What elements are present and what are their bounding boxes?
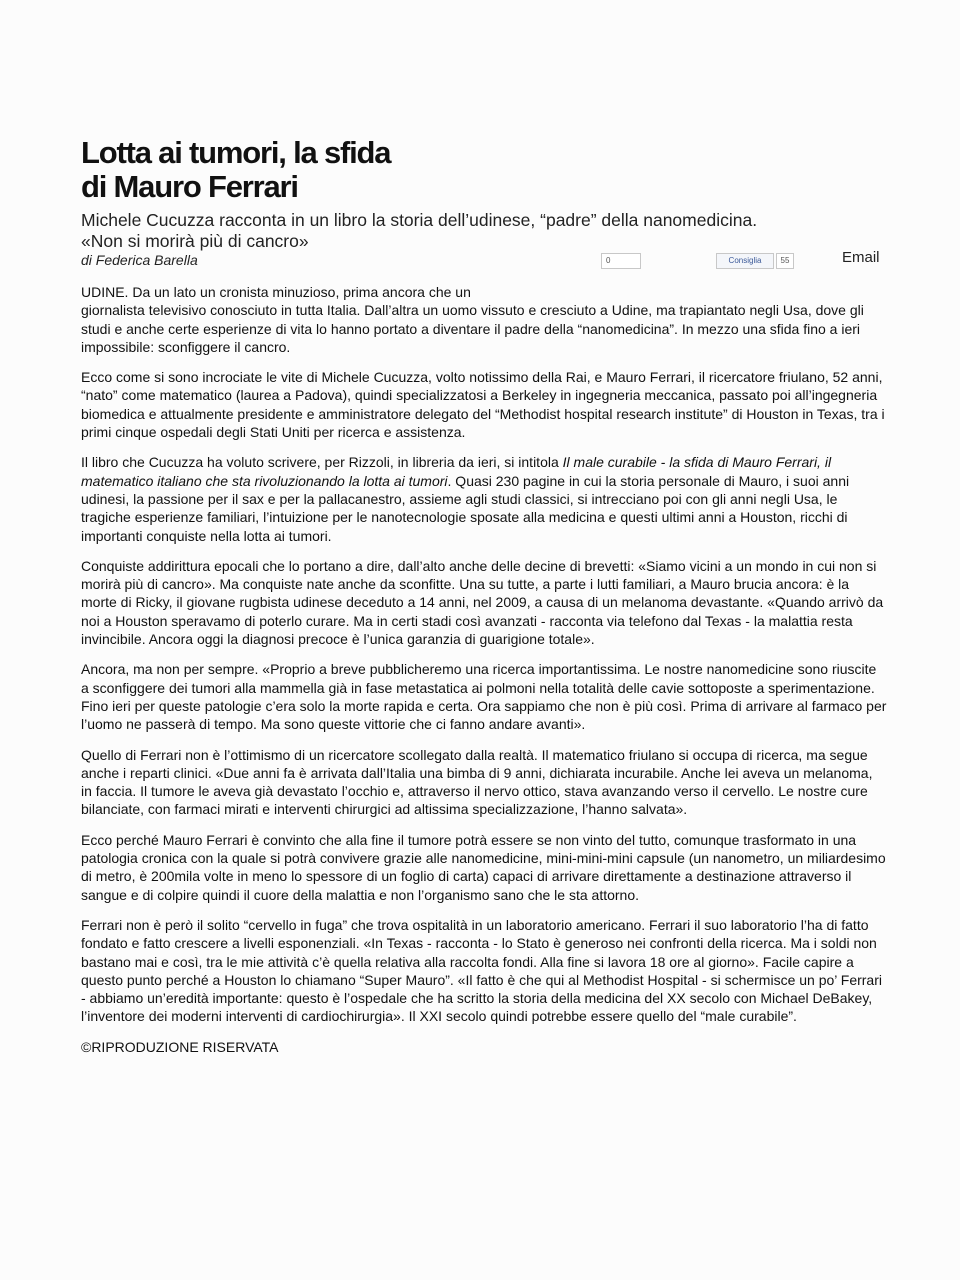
copyright-notice: ©RIPRODUZIONE RISERVATA [81, 1038, 279, 1055]
article-title-line-2: di Mauro Ferrari [81, 169, 298, 204]
body-paragraph-2: Ecco come si sono incrociate le vite di Michele Cucuzza, volto notissimo della Rai, e Mauro Ferrari, il ricercatore friulano, 52 anni, “nato” come matematico (laurea a Padova), quindi specializzatosi a Berkeley in ingegneria meccanica, passato poi all’ingegneria biomedica e attualmente presidente e amministratore delegato del “Methodist hospital research institute” di Houston in Texas, tra i primi cinque ospedali degli Stati Uniti per ricerca e assistenza. [81, 369, 885, 441]
share-count-box[interactable]: 0 [601, 253, 641, 269]
body-paragraph-3-after: . Quasi 230 pagine in cui la storia personale di Mauro, i suoi anni udinesi, la passione per il sax e per la pallacanestro, assieme agli studi classici, si intrecciano poi con gli anni negli Usa, le tragiche esperienze familiari, l’intuizione per le nanotecnologie sposate alla medicina e questi ultimi anni a Houston, ricchi di importanti conquiste nella lotta ai tumori. [81, 472, 850, 544]
article-subtitle-line-1: Michele Cucuzza racconta in un libro la storia dell’udinese, “padre” della nanomedicina. [81, 210, 758, 230]
article-title-line-1: Lotta ai tumori, la sfida [81, 135, 391, 170]
body-paragraph-1-rest: giornalista televisivo conosciuto in tutta Italia. Dall’altra un uomo vissuto e cresciuto a Udine, ma trapiantato negli Usa, dove gli studi e anche certe esperienze di vita lo hanno portato a diventare il padre della “nanomedicina”. In mezzo una sfida fino a ieri impossibile: sconfiggere il cancro. [81, 302, 864, 355]
author-byline: di Federica Barella [81, 252, 198, 268]
body-paragraph-3-before: Il libro che Cucuzza ha voluto scrivere, per Rizzoli, in libreria da ieri, si intitola [81, 454, 563, 471]
body-paragraph-7: Ecco perché Mauro Ferrari è convinto che alla fine il tumore potrà essere se non vinto del tutto, comunque trasformato in una patologia cronica con la quale si potrà convivere grazie alle nanomedicine, mini-mini-mini capsule (un nanometro, un miliardesimo di metro, è 200mila volte in meno lo spessore di un foglio di carta) capaci di arrivare direttamente a destinazione attraverso il sangue e di colpire quindi il cuore della malattia e non l’organismo sano che le sta attorno. [81, 831, 886, 903]
body-paragraph-3 [81, 453, 887, 544]
article-subtitle-line-2: «Non si morirà più di cancro» [81, 231, 309, 251]
book-title: Il male curabile - la sfida di Mauro Ferrari, il matematico italiano che sta rivoluzionando la lotta ai tumori [81, 454, 832, 489]
body-paragraph-6: Quello di Ferrari non è l’ottimismo di un ricercatore scollegato dalla realtà. Il matematico friulano si occupa di ricerca, ma segue anche i reparti clinici. «Due anni fa è arrivata dall’Italia una bimba di 9 anni, dichiarata incurabile. Anche lei aveva un melanoma, in faccia. Il tumore le aveva già devastato l’occhio e, attraverso il nervo ottico, stava avanzando verso il cervello. Le nostre cure bilanciate, con farmaci mirati e interventi chirurgici ad altissima specializzazione, l’hanno salvata». [81, 746, 873, 818]
article-body [81, 283, 887, 1056]
body-paragraph-1-first-line: UDINE. Da un lato un cronista minuzioso, prima ancora che un [81, 284, 471, 300]
article [81, 136, 887, 1056]
email-link[interactable]: Email [842, 249, 880, 266]
body-paragraph-8: Ferrari non è però il solito “cervello in fuga” che trova ospitalità in un laboratorio americano. Ferrari il suo laboratorio l’ha di fatto fondato e fatto crescere a livelli esponenziali. «In Texas - racconta - lo Stato è generoso nei confronti della ricerca. Ma i soldi non bastano mai e così, tra le mie attività c’è quella relativa alla raccolta fondi. Alla fine si lavora 18 ore al giorno». Facile capire a questo punto perché a Houston lo chiamano “Super Mauro”. «Il fatto è che qui al Methodist Hospital - si schermisce un po’ Ferrari - abbiamo un’eredità importante: questo è l’ospedale che ha scritto la storia della medicina del XX secolo con Michael DeBakey, l’inventore dei moderni interventi di cardiochirurgia». Il XXI secolo quindi potrebbe essere quello del “male curabile”. [81, 916, 882, 1025]
body-paragraph-5: Ancora, ma non per sempre. «Proprio a breve pubblicheremo una ricerca importantissima. Le nostre nanomedicine sono riuscite a sconfiggere dei tumori alla mammella già in fase metastatica ai polmoni nella totalità delle cavie sottoposte a sperimentazione. Fino ieri per queste patologie c’era solo la morte rapida e certa. Ora sappiamo che non è più così. Prima di arrivare al farmaco per l’uomo ne passerà di tempo. Ma sono queste vittorie che ci fanno andare avanti». [81, 661, 887, 733]
article-subtitle [81, 210, 887, 252]
like-count: 55 [776, 253, 794, 269]
body-paragraph-1 [81, 283, 887, 356]
byline-row [81, 251, 887, 273]
like-button[interactable]: Consiglia [716, 253, 774, 269]
body-paragraph-4: Conquiste addirittura epocali che lo portano a dire, dall’alto anche delle decine di brevetti: «Siamo vicini a un mondo in cui non si morirà più di cancro». Ma conquiste nate anche da sconfitte. Una su tutte, a parte i lutti familiari, a Mauro brucia ancora: è la morte di Ricky, il giovane rugbista udinese deceduto a 14 anni, nel 2009, a causa di un melanoma devastante. «Quando arrivò da noi a Houston speravamo di poterlo curare. Ma in certi stadi così avanzati - racconta via telefono dal Texas - la malattia resta invincibile. Ancora oggi la diagnosi precoce è l’unica garanzia di guarigione totale». [81, 557, 884, 648]
article-title [81, 136, 887, 204]
